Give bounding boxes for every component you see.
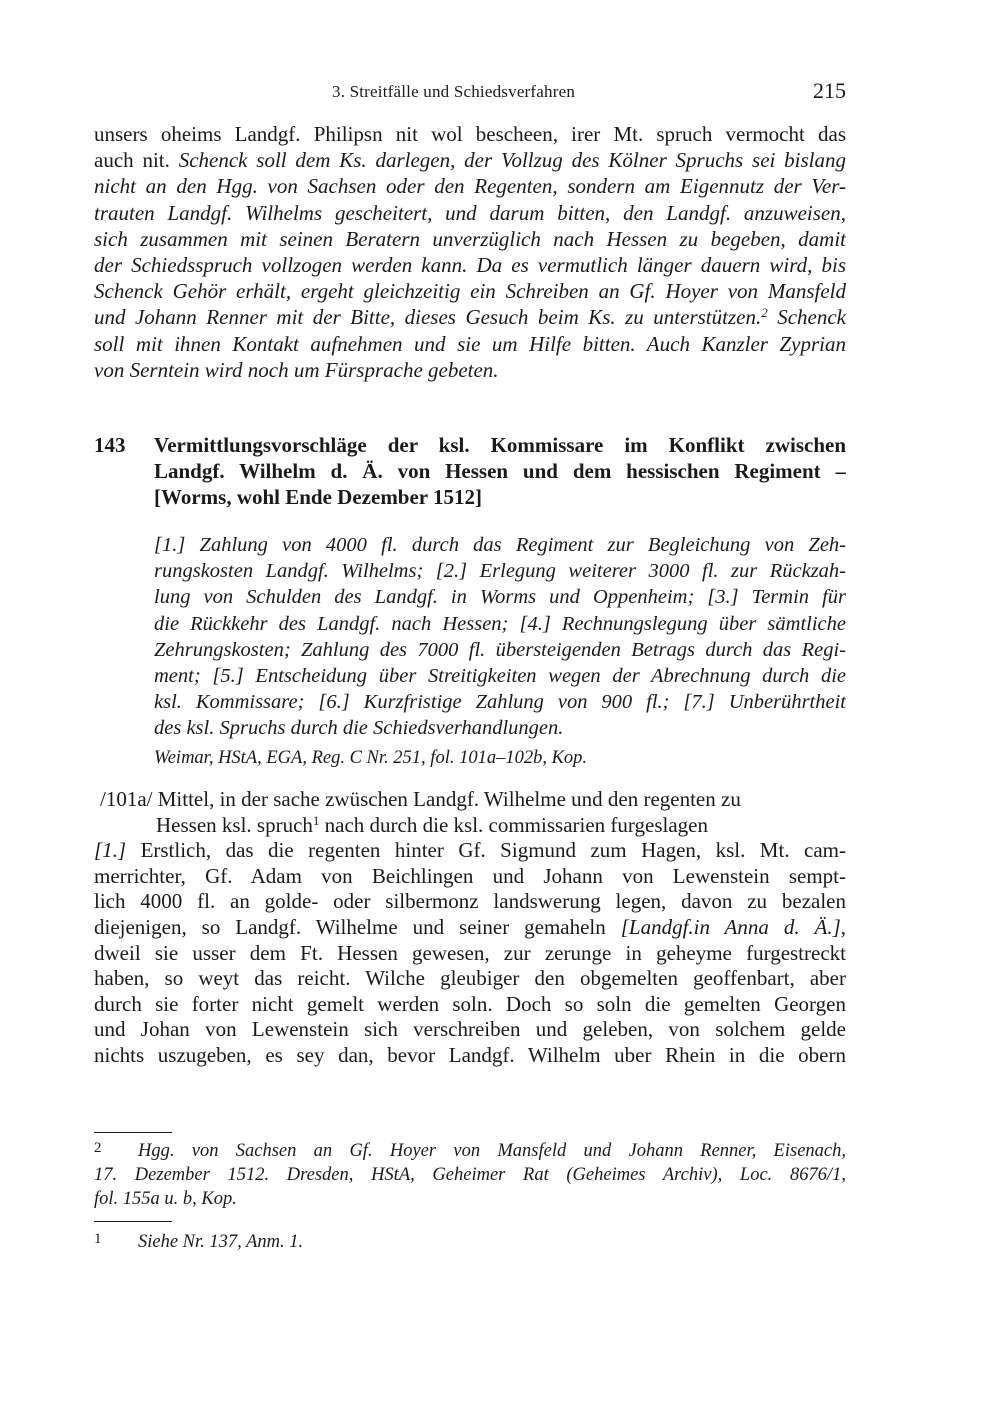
footnote-rule <box>94 1221 172 1222</box>
text-run: Erstlich, das die regenten hinter Gf. Sigmund zum Hagen, ksl. Mt. cam- <box>126 838 846 863</box>
title-line: [Worms, wohl Ende Dezember 1512] <box>154 485 482 510</box>
summary-line: lung von Schulden des Landgf. in Worms und Oppenheim; [3.] Termin für <box>154 586 846 609</box>
text-line: durch sie forter nicht gemelt werden soln. Doch so soln die gemelten Georgen <box>94 991 846 1016</box>
footnote-line: fol. 155a u. b, Kop. <box>94 1189 237 1209</box>
text-line: trauten Landgf. Wilhelms gescheitert, und darum bitten, den Landgf. anzuweisen, <box>94 200 846 225</box>
text-run: nach durch die ksl. commissarien furgeslagen <box>319 812 708 837</box>
text-line <box>94 787 846 813</box>
footnote-number: 1 <box>94 1231 102 1247</box>
footnote-number: 2 <box>94 1140 102 1156</box>
title-line: Landgf. Wilhelm d. Ä. von Hessen und dem hessischen Regiment – <box>154 459 846 484</box>
edition-text <box>94 787 846 1069</box>
source-citation: Weimar, HStA, EGA, Reg. C Nr. 251, fol. 101a–102b, Kop. <box>154 748 588 768</box>
italic-run: [Landgf.in Anna d. Ä.] <box>620 914 841 939</box>
text-line: nicht an den Hgg. von Sachsen oder den Regenten, sondern am Eigennutz der Ver- <box>94 174 846 199</box>
title-line: Vermittlungsvorschläge der ksl. Kommissare im Konflikt zwischen <box>154 433 846 457</box>
summary-line: ment; [5.] Entscheidung über Streitigkeiten wegen der Abrechnung durch die <box>154 665 846 688</box>
text-line: von Serntein wird noch um Fürsprache gebeten. <box>94 357 499 382</box>
text-line <box>94 838 846 864</box>
text-line <box>94 915 846 941</box>
summary-line: Zehrungskosten; Zahlung des 7000 fl. übersteigenden Betrags durch das Regi- <box>154 638 846 661</box>
summary-line: ksl. Kommissare; [6.] Kurzfristige Zahlung von 900 fl.; [7.] Unberührtheit <box>154 691 846 714</box>
text-run: Hgg. von Sachsen an Gf. Hoyer von Mansfeld und Johann Renner, Eisenach, <box>138 1141 846 1161</box>
italic-run: Schenck soll dem Ks. darlegen, der Vollzug des Kölner Spruchs sei bislang <box>178 148 846 173</box>
text-run: Schenck <box>767 305 846 330</box>
text-line: haben, so weyt das reicht. Wilche gleubiger den obgemelten geoffenbart, aber <box>94 966 846 991</box>
text-run: diejenigen, so Landgf. Wilhelme und seiner gemaheln <box>94 914 621 939</box>
footnote-1 <box>94 1227 846 1254</box>
text-line: der Schiedsspruch vollzogen werden kann. Da es vermutlich länger dauern wird, bis <box>94 253 846 278</box>
text-line: unsers oheims Landgf. Philipsn nit wol bescheen, irer Mt. spruch vermocht das <box>94 122 846 146</box>
text-line: und Johan von Lewenstein sich verschreiben und geleben, von solchem gelde <box>94 1017 846 1042</box>
footnote-2 <box>94 1136 846 1211</box>
summary-line: die Rückkehr des Landgf. nach Hessen; [4.] Rechnungslegung über sämtliche <box>154 612 846 635</box>
document-summary <box>154 532 846 742</box>
page-number: 215 <box>813 78 846 103</box>
text-line: lich 4000 fl. an golde- oder silbermonz landswerung legen, davon zu bezalen <box>94 889 846 914</box>
text-line: merrichter, Gf. Adam von Beichlingen und Johann von Lewenstein sempt- <box>94 863 846 888</box>
text-line: dweil sie usser dem Ft. Hessen gewesen, zur zerunge in geheyme furgestreckt <box>94 940 846 965</box>
text-run: auch nit. <box>94 148 179 173</box>
section-marker: [1.] <box>94 838 127 863</box>
page-header <box>94 80 846 106</box>
summary-line: des ksl. Spruchs durch die Schiedsverhandlungen. <box>154 717 564 740</box>
summary-line: rungskosten Landgf. Wilhelms; [2.] Erlegung weiterer 3000 fl. zur Rückzah- <box>154 560 846 583</box>
footnote-line: 17. Dezember 1512. Dresden, HStA, Geheimer Rat (Geheimes Archiv), Loc. 8676/1, <box>94 1165 846 1185</box>
text-run: , <box>840 914 846 939</box>
text-line: nichts uszugeben, es sey dan, bevor Landgf. Wilhelm uber Rhein in die obern <box>94 1042 846 1067</box>
document-number: 143 <box>94 433 126 457</box>
text-line: soll mit ihnen Kontakt aufnehmen und sie um Hilfe bitten. Auch Kanzler Zyprian <box>94 331 846 356</box>
footnote-ref: 1 <box>312 812 320 828</box>
running-title: 3. Streitfälle und Schiedsverfahren <box>332 82 576 101</box>
text-run: und Johann Renner mit der Bitte, dieses Gesuch beim Ks. zu unterstützen. <box>94 305 762 330</box>
footnote-ref: 2 <box>761 305 768 321</box>
footnote-line <box>94 1136 846 1163</box>
text-line <box>94 813 846 839</box>
summary-line: [1.] Zahlung von 4000 fl. durch das Regiment zur Begleichung von Zeh- <box>154 534 846 556</box>
text-line: sich zusammen mit seinen Beratern unverzüglich nach Hessen zu begeben, damit <box>94 226 846 251</box>
footnote-line <box>94 1227 846 1254</box>
document-title <box>154 432 846 511</box>
text-line: Schenck Gehör erhält, ergeht gleichzeitig ein Schreiben an Gf. Hoyer von Mansfeld <box>94 279 846 304</box>
intro-paragraph <box>94 121 846 383</box>
folio-marker: /101a/ <box>100 787 153 811</box>
footnote-rule <box>94 1132 172 1133</box>
text-run: Siehe Nr. 137, Anm. 1. <box>138 1232 304 1252</box>
text-run: Hessen ksl. spruch <box>156 812 313 837</box>
text-run: Mittel, in der sache zwüschen Landgf. Wilhelme und den regenten zu <box>152 787 741 811</box>
text-line <box>94 304 846 330</box>
text-line <box>94 147 846 173</box>
